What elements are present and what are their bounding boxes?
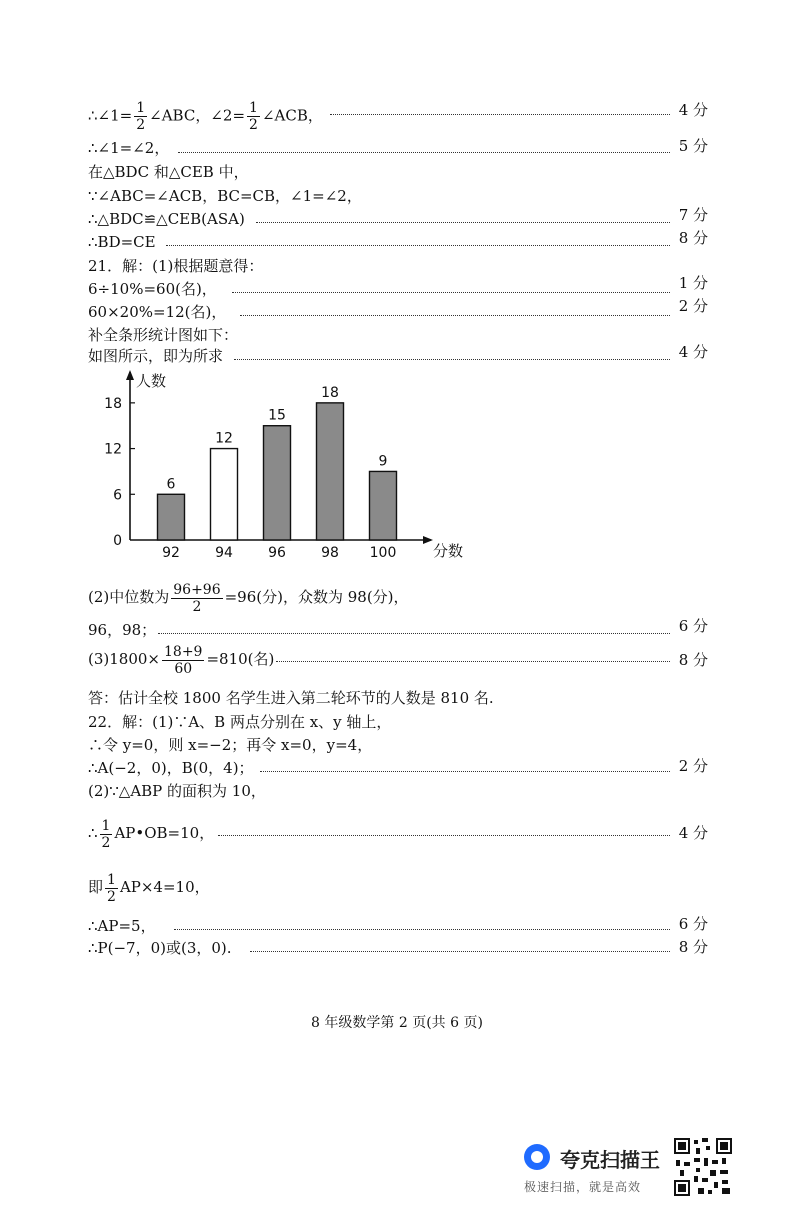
y-tick-label: 6 (113, 487, 122, 504)
bar (264, 426, 291, 540)
answer-sentence: 答：估计全校 1800 名学生进入第二轮环节的人数是 810 名. (88, 689, 494, 707)
dot-leader (234, 359, 670, 360)
score-label: 5 分 (678, 137, 708, 155)
score-label: 4 分 (678, 343, 708, 361)
solution-line: ∴P(−7，0)或(3，0). (88, 939, 232, 957)
score-label: 1 分 (678, 274, 708, 292)
proof-line-1 (88, 100, 323, 133)
proof-line-3: 在△BDC 和△CEB 中， (88, 163, 249, 181)
estimate-fraction: $\frac{18+9}{60}$ (164, 643, 203, 677)
scanner-watermark (520, 1140, 670, 1200)
bar (158, 494, 185, 540)
y-tick-label: 0 (113, 533, 122, 549)
proof-text: (2)中位数为 (88, 588, 170, 606)
proof-text: ∠ACB， (261, 106, 323, 125)
x-tick-label: 94 (215, 545, 233, 561)
bar-chart (86, 368, 464, 568)
score-label: 4 分 (678, 824, 708, 842)
proof-line-5: ∴△BDC≌△CEB(ASA) (88, 210, 245, 228)
fraction-half: $\frac{1}{2}$ (136, 100, 146, 133)
x-axis-label: 分数 (433, 542, 464, 560)
fraction-half: $\frac{1}{2}$ (101, 817, 111, 851)
bar-value-label: 15 (268, 407, 286, 424)
x-tick-label: 96 (268, 545, 286, 561)
proof-text: =810(名) (206, 650, 275, 668)
proof-line-6: ∴BD=CE (88, 233, 156, 251)
score-label: 4 分 (678, 101, 708, 119)
page-footer: 8 年级数学第 2 页(共 6 页) (311, 1015, 483, 1031)
proof-text: =96(分)，众数为 98(分)， (224, 588, 409, 606)
y-axis-arrow-icon (126, 370, 134, 380)
fraction-half: $\frac{1}{2}$ (107, 871, 116, 905)
y-axis-label: 人数 (136, 372, 167, 390)
proof-text: ∴ (88, 824, 98, 842)
question-22-heading: 22．解：(1)∵A、B 两点分别在 x、y 轴上， (88, 713, 392, 731)
solution-line: ∴令 y=0，则 x=−2；再令 x=0，y=4， (88, 736, 373, 754)
proof-text: AP×4=10， (119, 878, 210, 896)
score-label: 6 分 (678, 617, 708, 635)
dot-leader (174, 929, 670, 930)
y-tick-label: 12 (104, 441, 122, 458)
x-tick-label: 92 (162, 545, 180, 561)
x-axis-arrow-icon (423, 536, 433, 544)
estimate-line (88, 640, 274, 678)
bar (211, 449, 238, 540)
score-label: 2 分 (678, 757, 708, 775)
dot-leader (232, 292, 670, 293)
proof-text: 即 (88, 878, 104, 896)
median-fraction: $\frac{96+96}{2}$ (173, 581, 221, 615)
median-line (88, 578, 409, 616)
score-label: 6 分 (678, 915, 708, 933)
solution-line: 60×20%=12(名)， (88, 303, 227, 321)
x-tick-label: 100 (369, 545, 397, 561)
dot-leader (256, 222, 670, 223)
score-label: 7 分 (678, 206, 708, 224)
answer-line: 96，98； (88, 621, 157, 639)
proof-text: (3)1800× (88, 650, 160, 668)
solution-line: ∴A(−2，0)，B(0，4)； (88, 759, 254, 777)
proof-line-4: ∵∠ABC=∠ACB，BC=CB，∠1=∠2， (88, 187, 362, 205)
bar (317, 403, 344, 540)
y-tick-label: 18 (104, 395, 122, 412)
question-21-heading: 21．解：(1)根据题意得： (88, 257, 264, 275)
proof-text: ∴∠1= (88, 106, 133, 125)
dot-leader (330, 114, 670, 115)
solution-line: 如图所示，即为所求 (88, 347, 224, 365)
dot-leader (250, 951, 670, 952)
brand-slogan: 极速扫描，就是高效 (524, 1180, 642, 1194)
qr-code-icon (672, 1136, 734, 1198)
score-label: 8 分 (678, 651, 708, 669)
area-equation-line (88, 814, 214, 852)
proof-text: ∠ABC，∠2= (149, 106, 246, 125)
bar (370, 471, 397, 540)
score-label: 8 分 (678, 229, 708, 247)
score-label: 8 分 (678, 938, 708, 956)
dot-leader (240, 315, 670, 316)
fraction-half: $\frac{1}{2}$ (249, 100, 258, 133)
solution-line: (2)∵△ABP 的面积为 10， (88, 782, 266, 800)
proof-line-2: ∴∠1=∠2， (88, 139, 170, 157)
quark-logo-icon (524, 1144, 550, 1170)
solution-line: 补全条形统计图如下： (88, 326, 239, 344)
dot-leader (178, 152, 670, 153)
bar-value-label: 18 (321, 384, 339, 401)
dot-leader (218, 835, 670, 836)
brand-name: 夸克扫描王 (560, 1148, 660, 1172)
score-label: 2 分 (678, 297, 708, 315)
bar-value-label: 9 (378, 453, 388, 470)
proof-text: AP•OB=10， (114, 824, 215, 842)
x-tick-label: 98 (321, 545, 339, 561)
dot-leader (260, 771, 670, 772)
solution-line: ∴AP=5， (88, 917, 156, 935)
dot-leader (166, 245, 670, 246)
dot-leader (276, 661, 670, 662)
area-equation-line (88, 868, 210, 906)
dot-leader (158, 633, 670, 634)
solution-line: 6÷10%=60(名)， (88, 280, 217, 298)
bar-value-label: 12 (215, 430, 233, 447)
bar-value-label: 6 (166, 476, 176, 493)
